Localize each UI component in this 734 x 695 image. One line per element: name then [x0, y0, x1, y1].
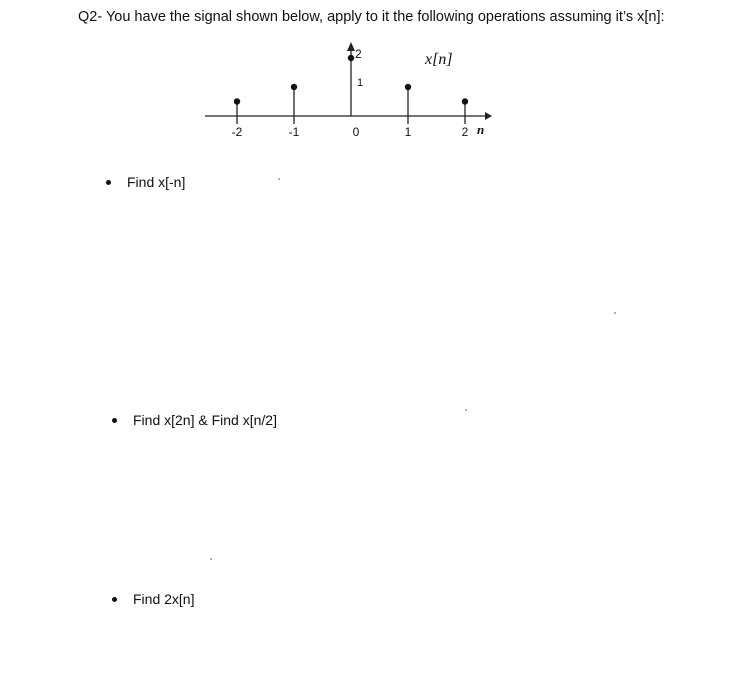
bullet-icon: [112, 597, 117, 602]
stem-point: [234, 98, 240, 104]
x-tick-label: -2: [231, 125, 243, 139]
task-label: Find x[-n]: [127, 174, 186, 190]
x-tick-label: 0: [352, 125, 360, 139]
task-item-1: [106, 174, 185, 190]
bullet-icon: [106, 180, 111, 185]
signal-stem-plot: [0, 0, 734, 170]
n-axis-label: n: [477, 122, 485, 137]
x-tick-label: 1: [404, 125, 412, 139]
bullet-icon: [112, 418, 117, 423]
scan-speck: [614, 312, 616, 314]
stem-point: [405, 84, 411, 90]
x-tick-label: 2: [461, 125, 469, 139]
task-item-3: [112, 591, 194, 607]
task-item-2: [112, 412, 277, 428]
stem-point: [462, 98, 468, 104]
scan-speck: [465, 409, 467, 411]
amplitude-label-2: 2: [355, 47, 362, 61]
stem-point: [348, 55, 354, 61]
amplitude-label-1: 1: [357, 77, 364, 89]
scan-speck: [278, 178, 280, 180]
task-label: Find x[2n] & Find x[n/2]: [133, 412, 277, 428]
task-label: Find 2x[n]: [133, 591, 195, 607]
y-axis-arrowhead: [347, 42, 355, 51]
scan-speck: [210, 558, 212, 560]
x-tick-label: -1: [288, 125, 300, 139]
signal-label: x[n]: [425, 51, 453, 68]
stem-point: [291, 84, 297, 90]
question-text: Q2- You have the signal shown below, apply to it the following operations assuming it’s x[n]:: [78, 9, 665, 25]
x-axis-arrowhead: [485, 112, 492, 120]
